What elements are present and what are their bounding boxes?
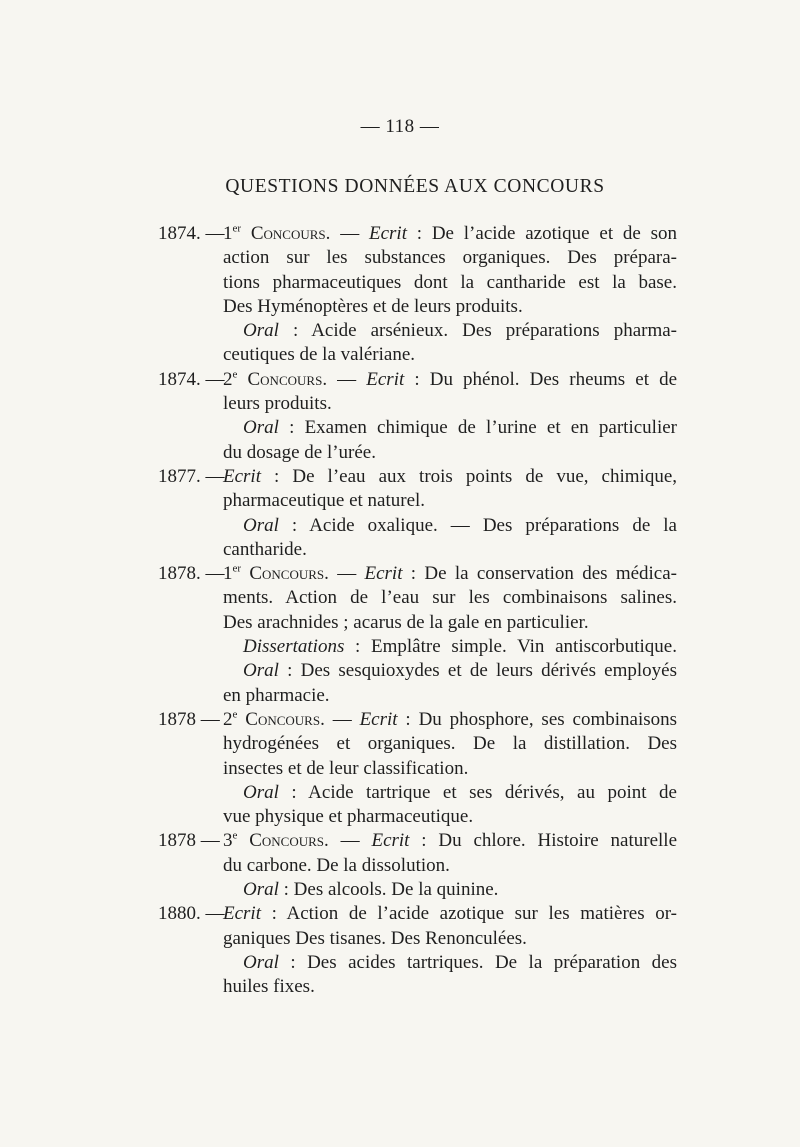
text-run: [241, 223, 251, 244]
entry-line: [0, 246, 677, 270]
entry-line: [0, 271, 677, 295]
entry-line: [0, 611, 677, 635]
text-run: : Du phénol. Des rheums et de: [404, 368, 678, 390]
concours-label: Concours: [249, 830, 325, 852]
text-run: . —: [324, 563, 365, 585]
text-run: ceutiques de la valériane.: [223, 344, 416, 366]
text-run: : Acide arsénieux. Des préparations pharma-: [278, 320, 677, 342]
concours-entries-list: [0, 222, 800, 1000]
concours-label: Concours: [249, 563, 325, 585]
text-run: du dosage de l’urée.: [223, 441, 376, 463]
text-run: 1: [223, 223, 233, 244]
entry-line: [0, 538, 677, 562]
text-run: e: [232, 368, 238, 381]
text-run: [237, 369, 247, 390]
section-label: Oral: [243, 320, 279, 342]
text-run: : Du phosphore, ses combinaisons: [397, 708, 678, 730]
section-label: Ecrit: [366, 368, 405, 390]
entry-line: [0, 684, 677, 708]
text-run: e: [232, 708, 238, 721]
text-run: . —: [320, 708, 360, 730]
text-run: Des Hyménoptères et de leurs produits.: [223, 295, 523, 317]
text-run: ments. Action de l’eau sur les combinaisons salines.: [223, 587, 677, 609]
entry-line: [0, 781, 677, 805]
entry-line: [0, 441, 677, 465]
section-label: Ecrit: [359, 708, 398, 730]
entry-line: [0, 635, 677, 659]
text-run: : Des acides tartriques. De la préparation des: [278, 951, 677, 973]
entry-line: [0, 659, 677, 683]
text-run: . —: [324, 830, 372, 852]
text-run: . —: [322, 368, 367, 390]
entry-year-prefix: 1880. —: [158, 903, 225, 925]
entry-line: [0, 343, 677, 367]
section-title: QUESTIONS DONNÉES AUX CONCOURS: [225, 176, 605, 197]
entry-line: [0, 514, 677, 538]
text-run: . —: [325, 223, 369, 244]
entry-year-prefix: 1874. —: [158, 368, 225, 390]
text-run: insectes et de leur classification.: [223, 757, 469, 779]
text-run: Des arachnides ; acarus de la gale en particulier.: [223, 611, 589, 633]
section-label: Ecrit: [223, 903, 261, 925]
page-number: — 118 —: [360, 116, 440, 137]
entry-line: [0, 295, 677, 319]
text-run: en pharmacie.: [223, 684, 330, 706]
entry-line: [0, 902, 677, 926]
text-run: er: [232, 222, 242, 235]
text-run: vue physique et pharmaceutique.: [223, 806, 474, 828]
text-run: tions pharmaceutiques dont la cantharide est la base.: [223, 271, 677, 293]
entry-line: [0, 586, 677, 610]
entry-line: [0, 368, 677, 392]
entry-year-prefix: 1874. —: [158, 223, 225, 244]
entry-line: [0, 757, 677, 781]
text-run: hydrogénées et organiques. De la distillation. Des: [223, 733, 677, 755]
concours-entry: [0, 562, 800, 708]
entry-line: [0, 465, 677, 489]
text-run: : Acide oxalique. — Des préparations de la: [278, 514, 677, 536]
concours-entry: [0, 368, 800, 465]
concours-entry: [0, 222, 800, 368]
concours-entry: [0, 902, 800, 999]
section-label: Ecrit: [223, 465, 261, 487]
section-label: Ecrit: [368, 223, 407, 244]
entry-line: [0, 829, 677, 853]
concours-label: Concours: [245, 708, 321, 730]
section-label: Oral: [243, 660, 279, 682]
entry-year-prefix: 1878 —: [158, 708, 220, 730]
text-run: 1: [223, 563, 233, 585]
entry-line: [0, 854, 677, 878]
text-run: cantharide.: [223, 538, 307, 560]
concours-entry: [0, 465, 800, 562]
entry-year-prefix: 1877. —: [158, 465, 225, 487]
text-run: huiles fixes.: [223, 976, 315, 998]
text-run: leurs produits.: [223, 393, 332, 415]
section-label: Oral: [243, 417, 279, 439]
entry-line: [0, 416, 677, 440]
entry-line: [0, 392, 677, 416]
text-run: 2: [223, 368, 233, 390]
text-run: er: [232, 562, 242, 575]
section-label: Ecrit: [364, 563, 403, 585]
section-label: Dissertations: [243, 636, 345, 658]
text-run: pharmaceutique et naturel.: [223, 490, 426, 512]
text-run: [237, 830, 249, 851]
section-label: Ecrit: [371, 830, 410, 852]
entry-line: [0, 951, 677, 975]
section-label: Oral: [243, 879, 279, 901]
concours-label: Concours: [247, 368, 323, 390]
text-run: e: [232, 830, 238, 843]
section-label: Oral: [243, 514, 279, 536]
section-label: Oral: [243, 951, 279, 973]
concours-label: Concours: [250, 223, 326, 244]
entry-line: [0, 732, 677, 756]
entry-line: [0, 562, 677, 586]
concours-entry: [0, 708, 800, 829]
concours-entry: [0, 829, 800, 902]
text-run: 3: [223, 830, 233, 852]
entry-line: [0, 878, 677, 902]
entry-line: [0, 319, 677, 343]
text-run: ganiques Des tisanes. Des Renonculées.: [223, 927, 527, 949]
text-run: : Emplâtre simple. Vin antiscorbutique.: [344, 636, 677, 658]
entry-line: [0, 805, 677, 829]
text-run: : Des sesquioxydes et de leurs dérivés employés: [278, 660, 677, 682]
entry-year-prefix: 1878 —: [158, 830, 220, 852]
text-run: : De la conservation des médica-: [402, 563, 678, 585]
entry-line: [0, 708, 677, 732]
text-run: 2: [223, 708, 233, 730]
entry-line: [0, 975, 677, 999]
text-run: : De l’eau aux trois points de vue, chimique,: [261, 465, 677, 487]
entry-line: [0, 222, 677, 246]
entry-line: [0, 927, 677, 951]
section-label: Oral: [243, 781, 279, 803]
text-run: : Acide tartrique et ses dérivés, au point de: [278, 781, 677, 803]
text-run: action sur les substances organiques. Des prépara-: [223, 247, 677, 269]
entry-line: [0, 489, 677, 513]
entry-year-prefix: 1878. —: [158, 563, 225, 585]
text-run: : Du chlore. Histoire naturelle: [409, 830, 678, 852]
text-run: du carbone. De la dissolution.: [223, 854, 450, 876]
text-run: : Action de l’acide azotique sur les matières or-: [261, 903, 677, 925]
text-run: : Des alcools. De la quinine.: [278, 879, 499, 901]
text-run: : Examen chimique de l’urine et en particulier: [278, 417, 677, 439]
text-run: : De l’acide azotique et de son: [406, 223, 678, 244]
